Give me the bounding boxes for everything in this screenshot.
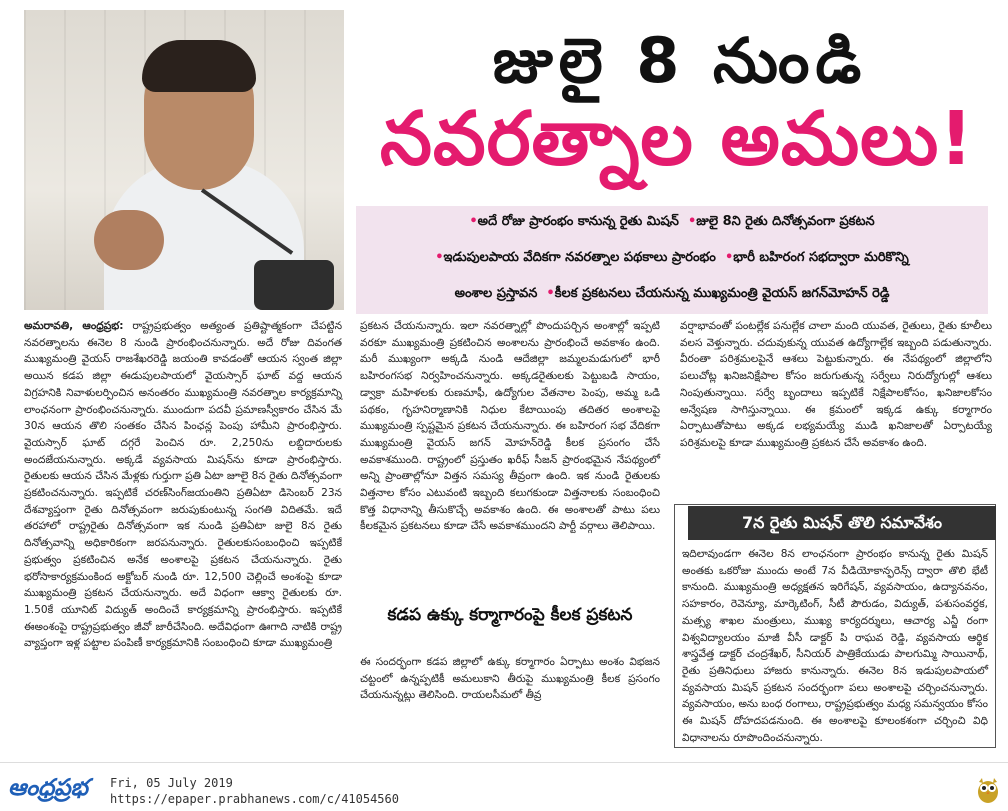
edition-date: Fri, 05 July 2019 (110, 776, 233, 790)
article-photo (24, 10, 344, 310)
highlight-item: కీలక ప్రకటనలు చేయనున్న ముఖ్యమంత్రి వైయస్ జగన్‌మోహన్ రెడ్డి (554, 286, 890, 301)
highlight-item: ఇడుపులపాయ వేదికగా నవరత్నాల పథకాలు ప్రారంభం (443, 250, 716, 265)
article-text: ప్రకటన చేయనున్నారు. ఇలా నవరత్నాల్లో పొందుపర్చిన అంశాల్లో ఇప్పటి వరకూ ముఖ్యమంత్రి ప్రకటించిన అంశాలను ప్రారంభించే అవకాశం ఉంది. మరీ ముఖ్యంగా అక్కడి నుండి ఆదేజిల్లా జమ్మలమడుగులో భారీ బహిరంగసభ నిర్వహించనున్నారు. అక్కడరైతులకు పెట్టుబడి సాయం, డ్వాక్రా మహిళలకు రుణమాఫీ, ఉద్యోగుల వేతనాల పెంపు, అమ్మ ఒడి పథకం, గృహనిర్మాణానికి నిధుల కేటాయింపు తదితర అంశాలపై ముఖ్యమంత్రి స్పష్టమైన ప్రకటన చేయనున్నారు. ఈ బహిరంగ సభ వేదికగా ముఖ్యమంత్రి వైయస్ జగన్ మోహన్‌రెడ్డి కీలక ప్రసంగం చేసే అవకాశముంది. రాష్ట్రంలో ప్రస్తుతం ఖరీఫ్ సీజన్ ప్రారంభమైన నేపథ్యంలో అన్ని ప్రాంతాల్లోనూ విత్తన సమస్య తీవ్రంగా ఉంది. ఇక నుండి రైతులకు విత్తనాల కోసం ఎటువంటి ఇబ్బంది కలుగకుండా విత్తనాలకు సంబంధించి కొత్త విధానాన్ని తీసుకొచ్చే అవకాశం ఉంది. ఈ అంశాలతో పాటు పలు కీలకమైన ప్రకటనలు కూడా చేసే అవకాశముందని పార్టీ వర్గాలు తెలిపాయి. (360, 320, 660, 533)
sidebar-box-title: 7న రైతు మిషన్ తొలి సమావేశం (688, 506, 996, 540)
highlight-row-3: అంశాల ప్రస్తావన •కీలక ప్రకటనలు చేయనున్న ముఖ్యమంత్రి వైయస్ జగన్‌మోహన్ రెడ్డి (454, 286, 890, 301)
article-text: రాష్ట్రప్రభుత్వం అత్యంత ప్రతిష్టాత్మకంగా చేపట్టిన నవరత్నాలను ఈనెల 8 నుండి ప్రారంభించనున్నారు. అదే రోజు దివంగత ముఖ్యమంత్రి వైయస్ రాజశేఖరరెడ్డి జయంతి కావడంతో ఆయన స్వంత జిల్లా అయిన కడప జిల్లా ఈడుపులపాయలో వైయస్సార్ ఘాట్ వద్ద ఆయన విగ్రహనికి నివాళులర్పించిన అనంతరం ముఖ్యమంత్రి నవరత్నాల కార్యక్రమాన్ని లాంఛనంగా ప్రారంభించనున్నారు. ముందుగా పదవీ ప్రమాణస్వీకారం చేసిన మే 30న ఆయన తొలి సంతకం చేసిన పింఛన్ల పెంపు హామీని ప్రారంభిస్తారు. వైయస్సార్ ఘాట్ దగ్గరే పెంచిన రూ. 2,250ను లబ్దిదారులకు అందజేయనున్నారు. అక్కడే వ్యవసాయ మిషన్‌ను కూడా ప్రారంభిస్తారు. రైతులకు ఆయన చేసిన మేళ్లకు గుర్తుగా ప్రతి ఏటా జూలై 8న రైతు దినోత్సవంగా ప్రకటించనున్నారు. ఇప్పటికే చరణ్‌సింగ్‌జయంతిని ప్రతిఏటా డిసెంబర్ 23న దేశవ్యాప్తంగా రైతు దినోత్సవంగా జరుపుకుంటున్న సంగతి విదితమే. ఇదే తరహాలో రాష్ట్రరైతు దినోత్సవంగా ఇక నుండి ప్రతిఏటా జులై 8న రైతు దినోత్సవాన్ని అధికారికంగా జరపనున్నారు. రైతులకుసంబంధించి ఇప్పటికే ప్రభుత్వం ప్రకటించిన అనేక అంశాలపై ప్రకటన చేయనున్నారు. రైతు భరోసాకార్యక్రమంకింద అక్టోబర్ నుండి రూ. 12,500 చెల్లించే అంశంపై కూడా ముఖ్యమంత్రి ప్రకటన చేయనున్నారు. అదే విధంగా ఆక్వా రైతులకు రూ. 1.50కే యూనిట్ విద్యుత్ అందించే కార్యక్రమాన్ని ప్రారంభిస్తారు. ఇప్పటికే ఈఅంశంపై రాష్ట్రప్రభుత్వం జీవో జారీచేసింది. అదేవిధంగా ఊగాది నాటికి రాష్ట్ర వ్యాప్తంగా ఇళ్ల పట్టాల పంపిణీ కార్యక్రమానికి సంబంధించి కూడా ముఖ్యమంత్రి (24, 320, 343, 650)
highlight-row-2: •ఇడుపులపాయ వేదికగా నవరత్నాల పథకాలు ప్రారంభం •భారీ బహిరంగ సభద్వారా మరికొన్ని (435, 250, 909, 265)
highlights-box (356, 206, 988, 314)
highlight-item: భారీ బహిరంగ సభద్వారా మరికొన్ని (733, 250, 909, 265)
article-text: వర్షాభావంతో పంటల్లేక పనుల్లేక చాలా మంది యువత, రైతులు, రైతు కూలీలు వలస వెళ్తున్నారు. చదువుకున్న యువత ఉద్యోగాల్లేక ఇబ్బంది పడుతున్నారు. వీరంతా పరిశ్రమలపైనే ఆశలు పెట్టుకున్నారు. ఈ నేపథ్యంలో జిల్లాలోని పలుచోట్ల ఖనిజనిక్షేపాల కోసం జరుగుతున్న సర్వేలు నిరుద్యోగుల్లో ఆశలు నింపుతున్నాయి. సర్వే బృందాలు ఇప్పటికే నిక్షేపాలకోసం, ఖనిజాలకోసం అన్వేషణ సాగిస్తున్నాయి. ఈ క్రమంలో ఇక్కడ ఉక్కు కర్మాగారం ఏర్పాటుతోపాటు అక్కడ లభ్యమయ్యే ముడి ఖనిజాలతో ఏర్పాటయ్యే పరిశ్రమలపై కూడా ముఖ్యమంత్రి ప్రకటన చేసే అవకాశం ఉంది. (680, 320, 992, 449)
owl-icon (976, 776, 1000, 804)
article-text: ఈ సందర్భంగా కడప జిల్లాలో ఉక్కు కర్మాగారం ఏర్పాటు అంశం విభజన చట్టంలో ఉన్నప్పటికీ అమలుకాని తీరుపై ముఖ్యమంత్రి కీలక ప్రసంగం చేయనున్నట్లు తెలిసింది. రాయలసీమలో తీవ్ర (360, 656, 660, 702)
highlight-row-1: •అదే రోజు ప్రారంభం కానున్న రైతు మిషన్ •జులై 8ని రైతు దినోత్సవంగా ప్రకటన (469, 214, 875, 229)
dateline: అమరావతి, ఆంధ్రప్రభ: (24, 320, 124, 332)
article-text: ఇదిలావుండగా ఈనెల 8న లాంఛనంగా ప్రారంభం కానున్న రైతు మిషన్ అంతకు ఒకరోజు ముందు అంటే 7న వీడియోకాన్ఫరెన్స్ ద్వారా తొలి భేటీ కానుంది. ముఖ్యమంత్రి అధ్యక్షతన ఇరిగేషన్, వ్యవసాయం, ఉద్యానవనం, సహకారం, రెవెన్యూ, మార్కెటింగ్, సీటీ పౌరుడం, విద్యుత్, పశుసంవర్ధక, మత్స్య శాఖల మంత్రులు, ముఖ్య కార్యదర్శులు, ఆచార్య ఎన్జీ రంగా విశ్వవిద్యాలయం మాజీ వీసీ డాక్టర్ పి రాఘవ రెడ్డి, వ్యవసాయ ఆర్థిక శాస్త్రవేత్త డాక్టర్ చంద్రశేఖర్, సీనియర్ పాత్రికేయుడు పాలగుమ్మి సాయినాథ్, రైతు ప్రతినిధులు హాజరు కానున్నారు. ఈనెల 8న ఇడుపులపాయలో వ్యవసాయ మిషన్ ప్రకటన సందర్భంగా పలు అంశాలపై చర్చించనున్నారు. వ్యవసాయం, అను బంధ రంగాలు, రాష్ట్రప్రభుత్వం మధ్య సమన్వయం కోసం ఈ మిషన్ దోహదపడనుంది. ఈ అంశాలపై కూలంకశంగా చర్చించి విధి విధానాలను రూపొందించనున్నారు. (682, 548, 989, 744)
article-column-2b (360, 654, 660, 704)
article-column-1 (24, 318, 342, 652)
highlight-item: జులై 8ని రైతు దినోత్సవంగా ప్రకటన (696, 214, 875, 229)
article-column-3 (680, 318, 992, 452)
article-column-2 (360, 318, 660, 535)
sidebar-box-text (682, 546, 988, 746)
headline-line-2: నవరత్నాల అమలు! (380, 96, 974, 182)
highlight-item: అంశాల ప్రస్తావన (454, 286, 538, 301)
brand-logo[interactable]: ఆంధ్రప్రభ (8, 775, 88, 801)
headline-line-1: జులై 8 నుండి (492, 24, 868, 97)
edition-url[interactable]: https://epaper.prabhanews.com/c/41054560 (110, 792, 399, 806)
highlight-item: అదే రోజు ప్రారంభం కానున్న రైతు మిషన్ (477, 214, 679, 229)
subheading: కడప ఉక్కు కర్మాగారంపై కీలక ప్రకటన (387, 605, 633, 625)
